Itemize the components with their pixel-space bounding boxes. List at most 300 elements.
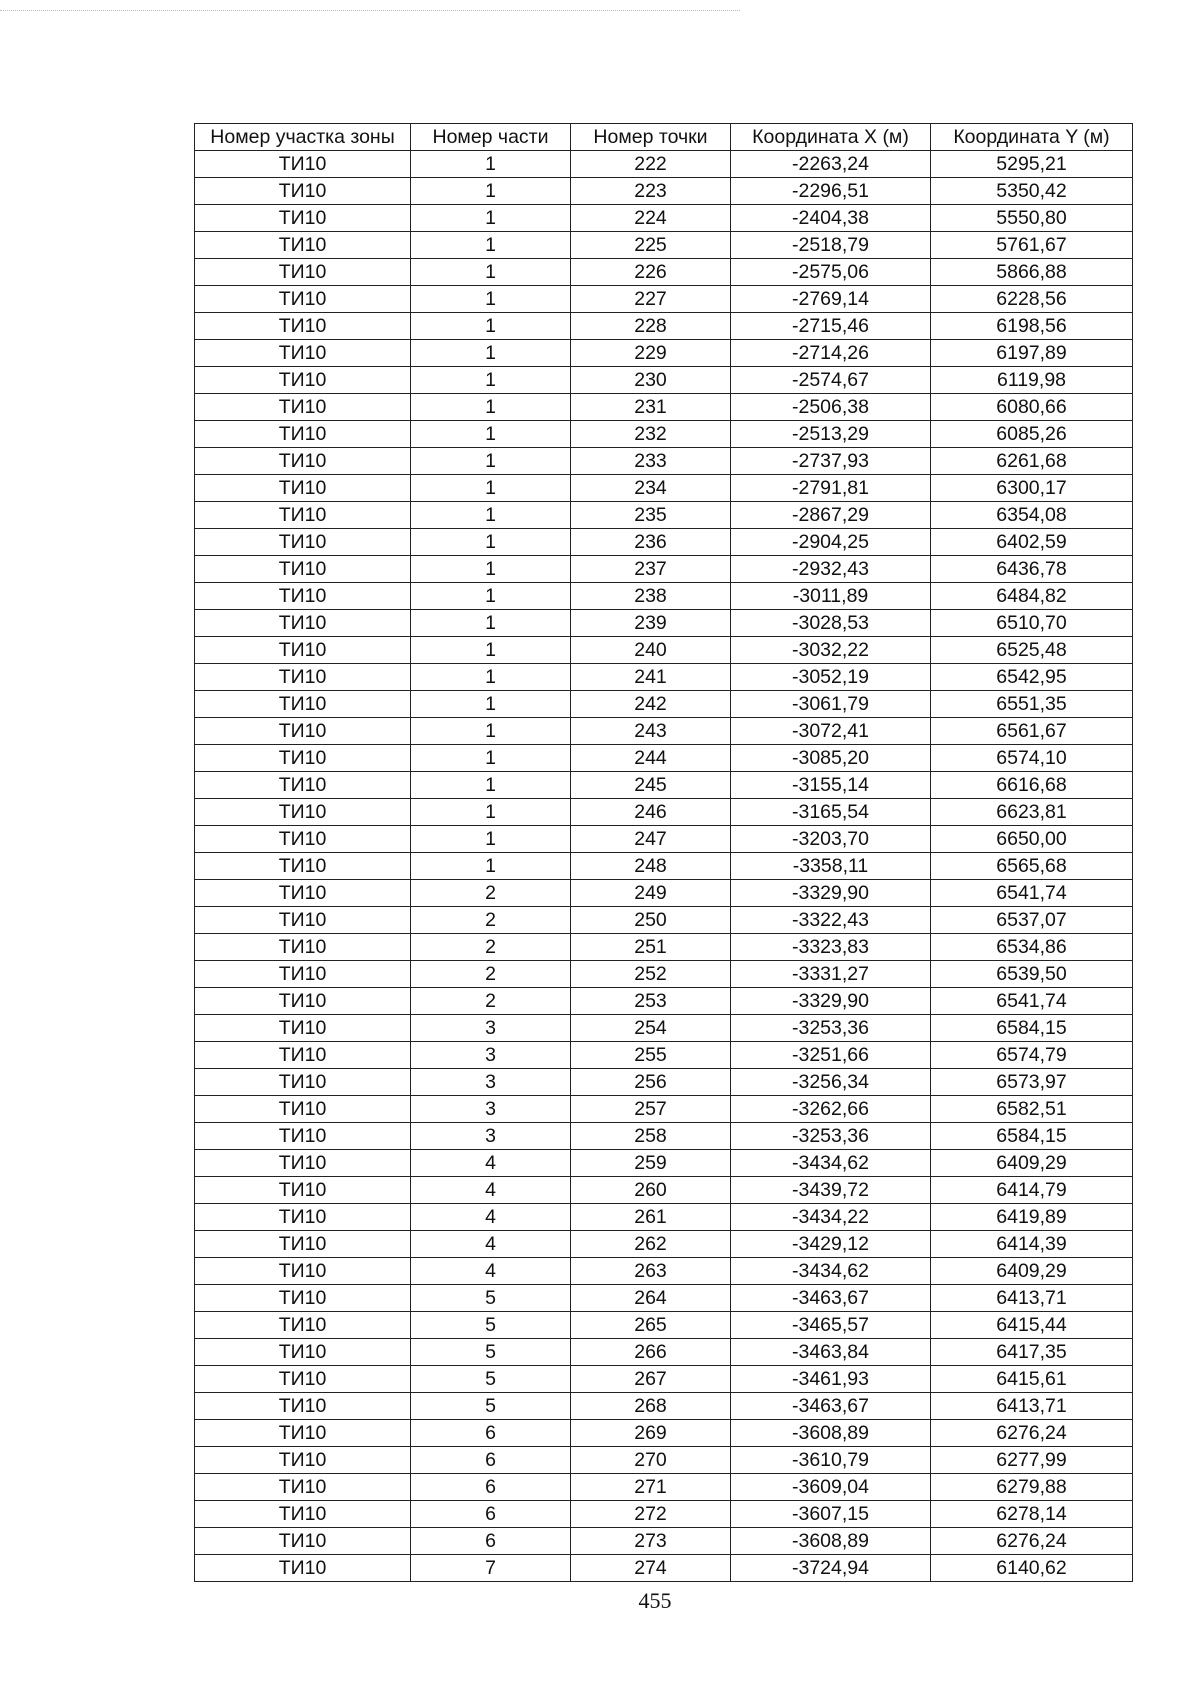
part-number-cell: 4 bbox=[411, 1258, 571, 1285]
coordinate-y-cell: 6277,99 bbox=[931, 1447, 1133, 1474]
table-header bbox=[195, 124, 1133, 151]
coordinate-y-cell: 6574,79 bbox=[931, 1042, 1133, 1069]
table-row bbox=[195, 367, 1133, 394]
table-row bbox=[195, 313, 1133, 340]
coordinate-x-cell: -3155,14 bbox=[731, 772, 931, 799]
table-row bbox=[195, 1555, 1133, 1582]
zone-section-cell: ТИ10 bbox=[195, 232, 411, 259]
zone-section-cell: ТИ10 bbox=[195, 1204, 411, 1231]
coordinate-y-cell: 6402,59 bbox=[931, 529, 1133, 556]
part-number-cell: 1 bbox=[411, 421, 571, 448]
coordinate-y-cell: 6085,26 bbox=[931, 421, 1133, 448]
part-number-cell: 1 bbox=[411, 178, 571, 205]
table-row bbox=[195, 772, 1133, 799]
zone-section-cell: ТИ10 bbox=[195, 772, 411, 799]
part-number-cell: 1 bbox=[411, 556, 571, 583]
table-row bbox=[195, 1150, 1133, 1177]
coordinate-y-cell: 6484,82 bbox=[931, 583, 1133, 610]
zone-section-cell: ТИ10 bbox=[195, 1474, 411, 1501]
zone-section-cell: ТИ10 bbox=[195, 583, 411, 610]
table-row bbox=[195, 637, 1133, 664]
table-row bbox=[195, 799, 1133, 826]
part-number-cell: 2 bbox=[411, 961, 571, 988]
part-number-cell: 6 bbox=[411, 1528, 571, 1555]
coordinate-y-cell: 6140,62 bbox=[931, 1555, 1133, 1582]
part-number-cell: 1 bbox=[411, 664, 571, 691]
part-number-cell: 3 bbox=[411, 1015, 571, 1042]
coordinate-y-cell: 6197,89 bbox=[931, 340, 1133, 367]
part-number-cell: 1 bbox=[411, 367, 571, 394]
point-number-cell: 255 bbox=[571, 1042, 731, 1069]
zone-section-cell: ТИ10 bbox=[195, 1339, 411, 1366]
table-row bbox=[195, 1204, 1133, 1231]
coordinate-x-cell: -2737,93 bbox=[731, 448, 931, 475]
zone-section-cell: ТИ10 bbox=[195, 1177, 411, 1204]
table-row bbox=[195, 1447, 1133, 1474]
table-row bbox=[195, 664, 1133, 691]
part-number-cell: 1 bbox=[411, 313, 571, 340]
zone-section-cell: ТИ10 bbox=[195, 1528, 411, 1555]
part-number-cell: 4 bbox=[411, 1150, 571, 1177]
header-part-number: Номер части bbox=[411, 124, 571, 151]
zone-section-cell: ТИ10 bbox=[195, 1420, 411, 1447]
coordinate-x-cell: -3434,62 bbox=[731, 1258, 931, 1285]
coordinate-x-cell: -2506,38 bbox=[731, 394, 931, 421]
part-number-cell: 1 bbox=[411, 232, 571, 259]
table-row bbox=[195, 205, 1133, 232]
part-number-cell: 1 bbox=[411, 286, 571, 313]
table-row bbox=[195, 421, 1133, 448]
point-number-cell: 234 bbox=[571, 475, 731, 502]
zone-section-cell: ТИ10 bbox=[195, 286, 411, 313]
part-number-cell: 1 bbox=[411, 340, 571, 367]
coordinate-x-cell: -2296,51 bbox=[731, 178, 931, 205]
zone-section-cell: ТИ10 bbox=[195, 1042, 411, 1069]
coordinate-y-cell: 6650,00 bbox=[931, 826, 1133, 853]
table-row bbox=[195, 907, 1133, 934]
zone-section-cell: ТИ10 bbox=[195, 988, 411, 1015]
table-row bbox=[195, 1420, 1133, 1447]
table-row bbox=[195, 718, 1133, 745]
header-zone-section: Номер участка зоны bbox=[195, 124, 411, 151]
coordinate-x-cell: -3262,66 bbox=[731, 1096, 931, 1123]
coordinate-x-cell: -3011,89 bbox=[731, 583, 931, 610]
coordinate-y-cell: 6584,15 bbox=[931, 1123, 1133, 1150]
page-number: 455 bbox=[638, 1588, 672, 1613]
coordinate-x-cell: -3253,36 bbox=[731, 1123, 931, 1150]
table-row bbox=[195, 1258, 1133, 1285]
coordinate-y-cell: 6582,51 bbox=[931, 1096, 1133, 1123]
part-number-cell: 3 bbox=[411, 1069, 571, 1096]
table-row bbox=[195, 232, 1133, 259]
zone-section-cell: ТИ10 bbox=[195, 1015, 411, 1042]
point-number-cell: 246 bbox=[571, 799, 731, 826]
table-row bbox=[195, 448, 1133, 475]
part-number-cell: 1 bbox=[411, 448, 571, 475]
coordinate-x-cell: -2791,81 bbox=[731, 475, 931, 502]
coordinate-y-cell: 6551,35 bbox=[931, 691, 1133, 718]
coordinate-x-cell: -3165,54 bbox=[731, 799, 931, 826]
point-number-cell: 235 bbox=[571, 502, 731, 529]
point-number-cell: 261 bbox=[571, 1204, 731, 1231]
zone-section-cell: ТИ10 bbox=[195, 367, 411, 394]
table-row bbox=[195, 529, 1133, 556]
part-number-cell: 6 bbox=[411, 1447, 571, 1474]
coordinate-x-cell: -2263,24 bbox=[731, 151, 931, 178]
zone-section-cell: ТИ10 bbox=[195, 1231, 411, 1258]
coordinate-y-cell: 6080,66 bbox=[931, 394, 1133, 421]
coordinate-y-cell: 6561,67 bbox=[931, 718, 1133, 745]
table-row bbox=[195, 1339, 1133, 1366]
zone-section-cell: ТИ10 bbox=[195, 826, 411, 853]
part-number-cell: 4 bbox=[411, 1177, 571, 1204]
part-number-cell: 2 bbox=[411, 880, 571, 907]
point-number-cell: 232 bbox=[571, 421, 731, 448]
part-number-cell: 3 bbox=[411, 1042, 571, 1069]
coordinate-y-cell: 6539,50 bbox=[931, 961, 1133, 988]
point-number-cell: 258 bbox=[571, 1123, 731, 1150]
point-number-cell: 241 bbox=[571, 664, 731, 691]
table-row bbox=[195, 1231, 1133, 1258]
table-row bbox=[195, 1015, 1133, 1042]
coordinate-x-cell: -3463,67 bbox=[731, 1393, 931, 1420]
point-number-cell: 227 bbox=[571, 286, 731, 313]
coordinate-y-cell: 6413,71 bbox=[931, 1393, 1133, 1420]
point-number-cell: 242 bbox=[571, 691, 731, 718]
coordinate-x-cell: -3253,36 bbox=[731, 1015, 931, 1042]
zone-section-cell: ТИ10 bbox=[195, 934, 411, 961]
point-number-cell: 233 bbox=[571, 448, 731, 475]
coordinate-x-cell: -2932,43 bbox=[731, 556, 931, 583]
coordinate-y-cell: 6510,70 bbox=[931, 610, 1133, 637]
coordinate-y-cell: 6616,68 bbox=[931, 772, 1133, 799]
point-number-cell: 244 bbox=[571, 745, 731, 772]
zone-section-cell: ТИ10 bbox=[195, 1447, 411, 1474]
part-number-cell: 6 bbox=[411, 1474, 571, 1501]
coordinate-x-cell: -3028,53 bbox=[731, 610, 931, 637]
point-number-cell: 237 bbox=[571, 556, 731, 583]
coordinate-y-cell: 6415,61 bbox=[931, 1366, 1133, 1393]
coordinate-x-cell: -3434,62 bbox=[731, 1150, 931, 1177]
point-number-cell: 259 bbox=[571, 1150, 731, 1177]
coordinate-y-cell: 6541,74 bbox=[931, 988, 1133, 1015]
table-row bbox=[195, 934, 1133, 961]
zone-section-cell: ТИ10 bbox=[195, 664, 411, 691]
table-row bbox=[195, 178, 1133, 205]
point-number-cell: 251 bbox=[571, 934, 731, 961]
zone-section-cell: ТИ10 bbox=[195, 961, 411, 988]
coordinate-x-cell: -2867,29 bbox=[731, 502, 931, 529]
part-number-cell: 1 bbox=[411, 826, 571, 853]
zone-section-cell: ТИ10 bbox=[195, 205, 411, 232]
part-number-cell: 3 bbox=[411, 1123, 571, 1150]
zone-section-cell: ТИ10 bbox=[195, 1501, 411, 1528]
point-number-cell: 224 bbox=[571, 205, 731, 232]
zone-section-cell: ТИ10 bbox=[195, 799, 411, 826]
part-number-cell: 1 bbox=[411, 772, 571, 799]
point-number-cell: 252 bbox=[571, 961, 731, 988]
table-row bbox=[195, 961, 1133, 988]
zone-section-cell: ТИ10 bbox=[195, 1366, 411, 1393]
table-row bbox=[195, 583, 1133, 610]
coordinate-x-cell: -2769,14 bbox=[731, 286, 931, 313]
coordinate-y-cell: 6542,95 bbox=[931, 664, 1133, 691]
part-number-cell: 2 bbox=[411, 988, 571, 1015]
point-number-cell: 265 bbox=[571, 1312, 731, 1339]
part-number-cell: 1 bbox=[411, 583, 571, 610]
coordinate-x-cell: -3256,34 bbox=[731, 1069, 931, 1096]
zone-section-cell: ТИ10 bbox=[195, 1555, 411, 1582]
coordinate-x-cell: -3607,15 bbox=[731, 1501, 931, 1528]
coordinate-x-cell: -3052,19 bbox=[731, 664, 931, 691]
part-number-cell: 1 bbox=[411, 394, 571, 421]
point-number-cell: 236 bbox=[571, 529, 731, 556]
coordinate-x-cell: -3463,84 bbox=[731, 1339, 931, 1366]
part-number-cell: 5 bbox=[411, 1312, 571, 1339]
table-row bbox=[195, 1501, 1133, 1528]
zone-section-cell: ТИ10 bbox=[195, 1393, 411, 1420]
point-number-cell: 263 bbox=[571, 1258, 731, 1285]
zone-section-cell: ТИ10 bbox=[195, 718, 411, 745]
coordinate-x-cell: -2575,06 bbox=[731, 259, 931, 286]
table-row bbox=[195, 1177, 1133, 1204]
table-row bbox=[195, 880, 1133, 907]
coordinate-y-cell: 6300,17 bbox=[931, 475, 1133, 502]
coordinate-x-cell: -3434,22 bbox=[731, 1204, 931, 1231]
coordinate-y-cell: 5295,21 bbox=[931, 151, 1133, 178]
coordinate-y-cell: 6537,07 bbox=[931, 907, 1133, 934]
coordinate-y-cell: 5350,42 bbox=[931, 178, 1133, 205]
coordinate-y-cell: 5761,67 bbox=[931, 232, 1133, 259]
table-row bbox=[195, 1069, 1133, 1096]
coordinate-x-cell: -3032,22 bbox=[731, 637, 931, 664]
coordinate-y-cell: 6534,86 bbox=[931, 934, 1133, 961]
table-row bbox=[195, 556, 1133, 583]
point-number-cell: 262 bbox=[571, 1231, 731, 1258]
table-row bbox=[195, 151, 1133, 178]
zone-section-cell: ТИ10 bbox=[195, 1285, 411, 1312]
zone-section-cell: ТИ10 bbox=[195, 637, 411, 664]
coordinate-y-cell: 6573,97 bbox=[931, 1069, 1133, 1096]
zone-section-cell: ТИ10 bbox=[195, 1069, 411, 1096]
coordinate-y-cell: 6409,29 bbox=[931, 1258, 1133, 1285]
coordinate-x-cell: -3329,90 bbox=[731, 880, 931, 907]
coordinate-x-cell: -3461,93 bbox=[731, 1366, 931, 1393]
coordinate-x-cell: -2404,38 bbox=[731, 205, 931, 232]
table-row bbox=[195, 1393, 1133, 1420]
part-number-cell: 1 bbox=[411, 151, 571, 178]
part-number-cell: 2 bbox=[411, 934, 571, 961]
coordinate-y-cell: 6276,24 bbox=[931, 1528, 1133, 1555]
zone-section-cell: ТИ10 bbox=[195, 340, 411, 367]
scan-edge-line bbox=[0, 10, 740, 11]
coordinate-x-cell: -3608,89 bbox=[731, 1420, 931, 1447]
part-number-cell: 1 bbox=[411, 745, 571, 772]
point-number-cell: 267 bbox=[571, 1366, 731, 1393]
table-row bbox=[195, 1042, 1133, 1069]
coordinate-x-cell: -3610,79 bbox=[731, 1447, 931, 1474]
table-row bbox=[195, 340, 1133, 367]
zone-section-cell: ТИ10 bbox=[195, 1150, 411, 1177]
zone-section-cell: ТИ10 bbox=[195, 151, 411, 178]
part-number-cell: 2 bbox=[411, 907, 571, 934]
zone-section-cell: ТИ10 bbox=[195, 313, 411, 340]
zone-section-cell: ТИ10 bbox=[195, 556, 411, 583]
coordinate-y-cell: 6417,35 bbox=[931, 1339, 1133, 1366]
coordinate-x-cell: -3608,89 bbox=[731, 1528, 931, 1555]
table-row bbox=[195, 1312, 1133, 1339]
coordinate-y-cell: 6414,39 bbox=[931, 1231, 1133, 1258]
point-number-cell: 231 bbox=[571, 394, 731, 421]
part-number-cell: 5 bbox=[411, 1393, 571, 1420]
point-number-cell: 240 bbox=[571, 637, 731, 664]
coordinate-y-cell: 6414,79 bbox=[931, 1177, 1133, 1204]
coordinate-y-cell: 6623,81 bbox=[931, 799, 1133, 826]
header-row bbox=[195, 124, 1133, 151]
table-row bbox=[195, 745, 1133, 772]
point-number-cell: 254 bbox=[571, 1015, 731, 1042]
point-number-cell: 257 bbox=[571, 1096, 731, 1123]
point-number-cell: 225 bbox=[571, 232, 731, 259]
part-number-cell: 3 bbox=[411, 1096, 571, 1123]
coordinate-x-cell: -2715,46 bbox=[731, 313, 931, 340]
coordinate-x-cell: -3329,90 bbox=[731, 988, 931, 1015]
zone-section-cell: ТИ10 bbox=[195, 745, 411, 772]
table-row bbox=[195, 988, 1133, 1015]
coordinate-y-cell: 6574,10 bbox=[931, 745, 1133, 772]
part-number-cell: 1 bbox=[411, 475, 571, 502]
zone-section-cell: ТИ10 bbox=[195, 1258, 411, 1285]
coordinate-y-cell: 5866,88 bbox=[931, 259, 1133, 286]
coordinate-x-cell: -3061,79 bbox=[731, 691, 931, 718]
point-number-cell: 229 bbox=[571, 340, 731, 367]
point-number-cell: 269 bbox=[571, 1420, 731, 1447]
point-number-cell: 253 bbox=[571, 988, 731, 1015]
table-body bbox=[195, 151, 1133, 1582]
coordinate-x-cell: -2513,29 bbox=[731, 421, 931, 448]
coordinate-y-cell: 6278,14 bbox=[931, 1501, 1133, 1528]
table-row bbox=[195, 826, 1133, 853]
point-number-cell: 250 bbox=[571, 907, 731, 934]
point-number-cell: 230 bbox=[571, 367, 731, 394]
part-number-cell: 5 bbox=[411, 1285, 571, 1312]
zone-section-cell: ТИ10 bbox=[195, 421, 411, 448]
zone-section-cell: ТИ10 bbox=[195, 529, 411, 556]
part-number-cell: 1 bbox=[411, 799, 571, 826]
coordinate-y-cell: 6119,98 bbox=[931, 367, 1133, 394]
coordinate-x-cell: -3358,11 bbox=[731, 853, 931, 880]
table-row bbox=[195, 1285, 1133, 1312]
part-number-cell: 1 bbox=[411, 610, 571, 637]
coordinate-y-cell: 6276,24 bbox=[931, 1420, 1133, 1447]
coordinate-y-cell: 6413,71 bbox=[931, 1285, 1133, 1312]
zone-section-cell: ТИ10 bbox=[195, 475, 411, 502]
point-number-cell: 222 bbox=[571, 151, 731, 178]
part-number-cell: 5 bbox=[411, 1339, 571, 1366]
zone-section-cell: ТИ10 bbox=[195, 1096, 411, 1123]
point-number-cell: 223 bbox=[571, 178, 731, 205]
coordinate-y-cell: 6436,78 bbox=[931, 556, 1133, 583]
header-coordinate-x: Координата X (м) bbox=[731, 124, 931, 151]
coordinate-x-cell: -2714,26 bbox=[731, 340, 931, 367]
coordinate-x-cell: -2904,25 bbox=[731, 529, 931, 556]
coordinate-y-cell: 6584,15 bbox=[931, 1015, 1133, 1042]
point-number-cell: 266 bbox=[571, 1339, 731, 1366]
point-number-cell: 268 bbox=[571, 1393, 731, 1420]
part-number-cell: 4 bbox=[411, 1231, 571, 1258]
coordinate-x-cell: -3322,43 bbox=[731, 907, 931, 934]
part-number-cell: 1 bbox=[411, 637, 571, 664]
point-number-cell: 238 bbox=[571, 583, 731, 610]
point-number-cell: 228 bbox=[571, 313, 731, 340]
point-number-cell: 274 bbox=[571, 1555, 731, 1582]
coordinate-x-cell: -3323,83 bbox=[731, 934, 931, 961]
table-row bbox=[195, 610, 1133, 637]
coordinate-y-cell: 6541,74 bbox=[931, 880, 1133, 907]
zone-section-cell: ТИ10 bbox=[195, 880, 411, 907]
point-number-cell: 264 bbox=[571, 1285, 731, 1312]
coordinate-y-cell: 5550,80 bbox=[931, 205, 1133, 232]
coordinate-y-cell: 6409,29 bbox=[931, 1150, 1133, 1177]
coordinate-x-cell: -3465,57 bbox=[731, 1312, 931, 1339]
table-row bbox=[195, 1528, 1133, 1555]
coordinate-x-cell: -3463,67 bbox=[731, 1285, 931, 1312]
part-number-cell: 1 bbox=[411, 691, 571, 718]
point-number-cell: 271 bbox=[571, 1474, 731, 1501]
table-row bbox=[195, 286, 1133, 313]
table-row bbox=[195, 1123, 1133, 1150]
point-number-cell: 249 bbox=[571, 880, 731, 907]
table-row bbox=[195, 394, 1133, 421]
part-number-cell: 1 bbox=[411, 853, 571, 880]
zone-section-cell: ТИ10 bbox=[195, 1312, 411, 1339]
table-row bbox=[195, 853, 1133, 880]
part-number-cell: 1 bbox=[411, 205, 571, 232]
coordinate-x-cell: -3439,72 bbox=[731, 1177, 931, 1204]
point-number-cell: 248 bbox=[571, 853, 731, 880]
coordinate-x-cell: -3609,04 bbox=[731, 1474, 931, 1501]
coordinate-x-cell: -3724,94 bbox=[731, 1555, 931, 1582]
coordinate-x-cell: -3251,66 bbox=[731, 1042, 931, 1069]
part-number-cell: 1 bbox=[411, 259, 571, 286]
coordinate-x-cell: -2574,67 bbox=[731, 367, 931, 394]
zone-section-cell: ТИ10 bbox=[195, 1123, 411, 1150]
point-number-cell: 247 bbox=[571, 826, 731, 853]
coordinate-y-cell: 6261,68 bbox=[931, 448, 1133, 475]
zone-section-cell: ТИ10 bbox=[195, 502, 411, 529]
header-coordinate-y: Координата Y (м) bbox=[931, 124, 1133, 151]
part-number-cell: 4 bbox=[411, 1204, 571, 1231]
coordinate-x-cell: -3331,27 bbox=[731, 961, 931, 988]
coordinate-y-cell: 6525,48 bbox=[931, 637, 1133, 664]
coordinates-table bbox=[194, 123, 1133, 1582]
point-number-cell: 272 bbox=[571, 1501, 731, 1528]
table-row bbox=[195, 259, 1133, 286]
coordinate-y-cell: 6415,44 bbox=[931, 1312, 1133, 1339]
coordinate-y-cell: 6354,08 bbox=[931, 502, 1133, 529]
part-number-cell: 1 bbox=[411, 718, 571, 745]
point-number-cell: 260 bbox=[571, 1177, 731, 1204]
coordinate-y-cell: 6198,56 bbox=[931, 313, 1133, 340]
coordinate-x-cell: -3203,70 bbox=[731, 826, 931, 853]
coordinate-x-cell: -3085,20 bbox=[731, 745, 931, 772]
header-point-number: Номер точки bbox=[571, 124, 731, 151]
part-number-cell: 1 bbox=[411, 502, 571, 529]
point-number-cell: 273 bbox=[571, 1528, 731, 1555]
point-number-cell: 243 bbox=[571, 718, 731, 745]
zone-section-cell: ТИ10 bbox=[195, 259, 411, 286]
zone-section-cell: ТИ10 bbox=[195, 394, 411, 421]
